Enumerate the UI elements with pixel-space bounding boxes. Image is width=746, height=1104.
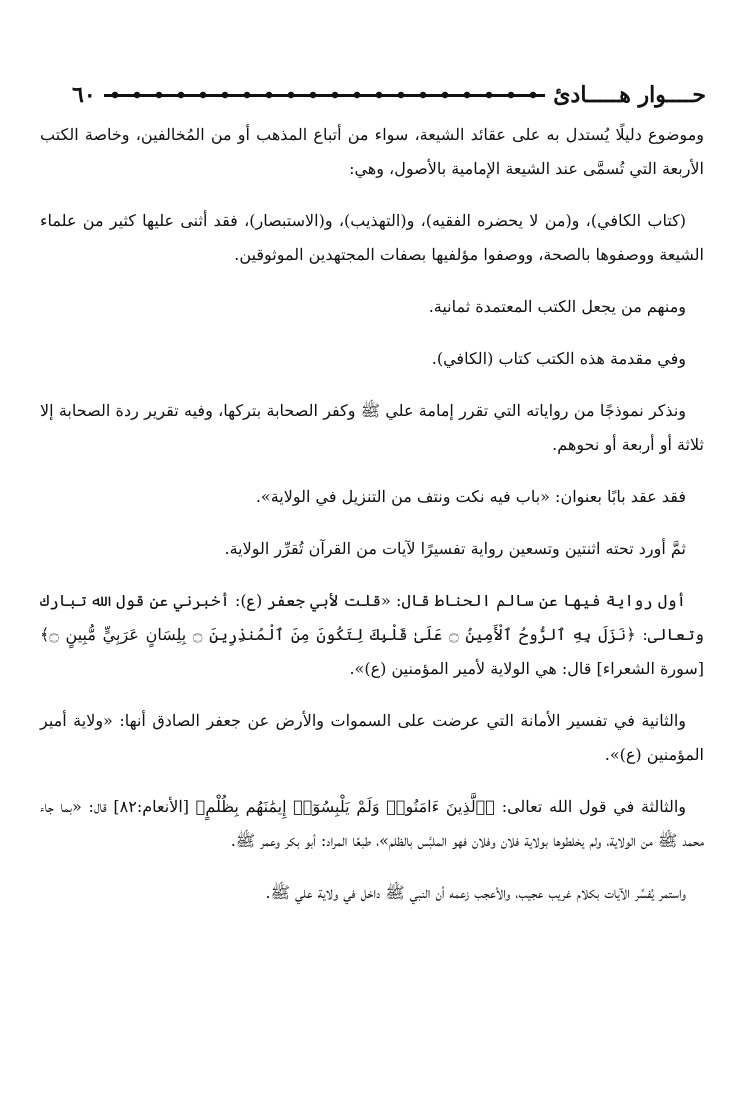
paragraph: فقد عقد بابًا بعنوان: «باب فيه نكت ونتف من التنزيل في الولاية». xyxy=(255,487,686,506)
paragraph: أول رواية فيها عن سالم الحناط قال: «قلت لأبي جعفر (ع): أخبرني عن قول الله تبارك وتعالى: ﴿نَزَلَ بِهِ ٱلرُّوحُ ٱلْأَمِينُ ۝ عَلَىٰ قَلْبِكَ لِتَكُونَ مِنَ ٱلْمُنذِرِينَ ۝ بِلِسَانٍ عَرَبِيٍّ مُّبِينٍ ۝﴾ [سورة الشعراء] قال: هي الولاية لأمير المؤمنين (ع)». xyxy=(40,591,705,678)
paragraph: ومنهم من يجعل الكتب المعتمدة ثمانية. xyxy=(428,297,686,316)
page-header xyxy=(62,78,706,112)
paragraph: وموضوع دليلًا يُستدل به على عقائد الشيعة، سواء من أتباع المذهب أو من المُخالفين، وخاصة الكتب الأربعة التي تُسمَّى عند الشيعة الإمامية بالأصول، وهي: xyxy=(40,125,704,178)
page-body xyxy=(40,118,704,928)
paragraph: والثانية في تفسير الأمانة التي عرضت على السموات والأرض عن جعفر الصادق أنها: «ولاية أمير المؤمنين (ع)». xyxy=(40,711,704,764)
paragraph: (كتاب الكافي)، و(من لا يحضره الفقيه)، و(التهذيب)، و(الاستبصار)، فقد أثنى عليها كثير من علماء الشيعة ووصفوها بالصحة، ووصفوا مؤلفيها بصفات المجتهدين الموثوقين. xyxy=(40,211,704,264)
paragraph: والثالثة في قول الله تعالى: ﴿ٱلَّذِينَ ءَامَنُوا۟ وَلَمْ يَلْبِسُوٓا۟ إِيمَٰنَهُم بِظُلْمٍ﴾ [الأنعام:٨٢] قال: «بما جاء محمد ﷺ من الولاية، ولم يخلطوها بولاية فلان وفلان فهو الملبَّس بالظلم»، طبعًا المراد: أبو بكر وعمر ﷺ. xyxy=(40,797,704,850)
paragraph: واستمر يُفسِّر الآيات بكلام غريب عجيب، والأعجب زعمه أن النبي ﷺ داخل في ولاية علي ﷺ. xyxy=(265,883,686,902)
paragraph: ثمَّ أورد تحته اثنتين وتسعين رواية تفسيرًا لآيات من القرآن تُقرِّر الولاية. xyxy=(224,539,686,558)
ornament-divider xyxy=(104,86,546,104)
running-title: حــــوار هـــــادئ xyxy=(553,82,706,108)
paragraph: وفي مقدمة هذه الكتب كتاب (الكافي). xyxy=(431,349,686,368)
paragraph: ونذكر نموذجًا من رواياته التي تقرر إمامة علي ﷺ وكفر الصحابة بتركها، وفيه تقرير ردة الصحابة إلا ثلاثة أو أربعة أو نحوهم. xyxy=(40,401,704,454)
page-number: ٦٠ xyxy=(72,82,96,108)
